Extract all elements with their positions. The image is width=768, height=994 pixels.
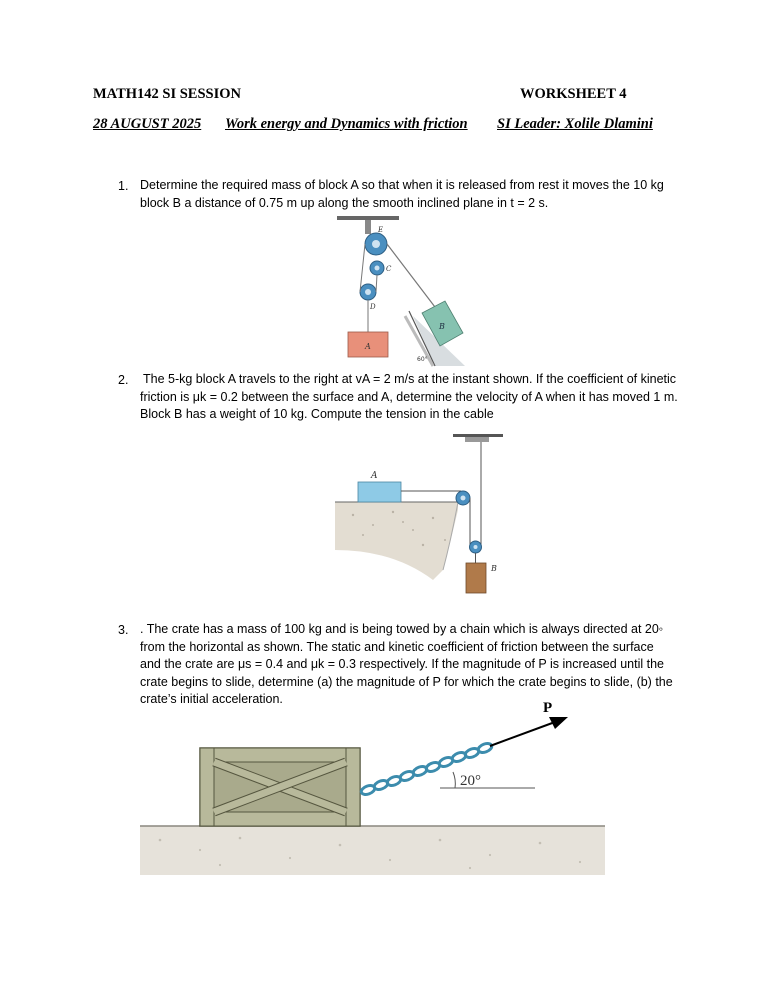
ground-surface [335, 502, 458, 580]
question-2-number: 2. [118, 373, 129, 387]
question-1-text: Determine the required mass of block A so that when it is released from rest it moves the 10 kg block B a distance of 0.75 m up along the smooth inclined plane in t = 2 s. [140, 178, 664, 210]
block-a [358, 482, 401, 502]
label-d: D [370, 303, 376, 311]
si-leader: SI Leader: Xolile Dlamini [497, 116, 653, 132]
question-3-number: 3. [118, 623, 129, 637]
block-b-label: B [439, 322, 445, 331]
worksheet-label: WORKSHEET 4 [520, 86, 627, 102]
label-e: E [378, 226, 384, 234]
angle-label: 20° [460, 773, 481, 789]
question-1-number: 1. [118, 179, 129, 193]
ceiling-support [337, 216, 399, 220]
block-b-label: B [491, 564, 497, 573]
session-topic: Work energy and Dynamics with friction [225, 116, 468, 132]
label-c: C [386, 265, 392, 273]
crate [200, 748, 360, 826]
block-pulley-figure [333, 430, 508, 595]
pulley-incline-figure [335, 216, 470, 368]
block-b [466, 563, 486, 593]
block-a-label: A [365, 342, 371, 351]
question-2-text: The 5-kg block A travels to the right at vA = 2 m/s at the instant shown. If the coefficient of kinetic friction is μk = 0.2 between the surface and A, determine the velocity of A when it has moved 1 m. Block B has a weight of 10 kg. Compute the tension in the cable [140, 372, 678, 421]
force-p-arrow [490, 722, 555, 746]
session-date: 28 AUGUST 2025 [93, 116, 202, 132]
cable-to-block-b [387, 244, 438, 311]
ceiling-support [453, 434, 503, 437]
crate-towing-figure [140, 700, 605, 875]
force-p-label: P [543, 700, 553, 716]
question-3-text: . The crate has a mass of 100 kg and is being towed by a chain which is always directed at 20◦ from the horizontal as shown. The static and kinetic coefficient of friction between the surface and the crate are μs = 0.4 and μk = 0.3 respectively. If the magnitude of P is increased until the crate begins to slide, determine (a) the magnitude of P for which the crate begins to slide, (b) the crate’s initial acceleration. [140, 622, 673, 706]
angle-arc [453, 772, 455, 788]
incline-angle-label: 60° [417, 356, 428, 363]
block-a-label: A [371, 471, 378, 481]
course-title: MATH142 SI SESSION [93, 86, 241, 102]
ground-surface [140, 826, 605, 875]
